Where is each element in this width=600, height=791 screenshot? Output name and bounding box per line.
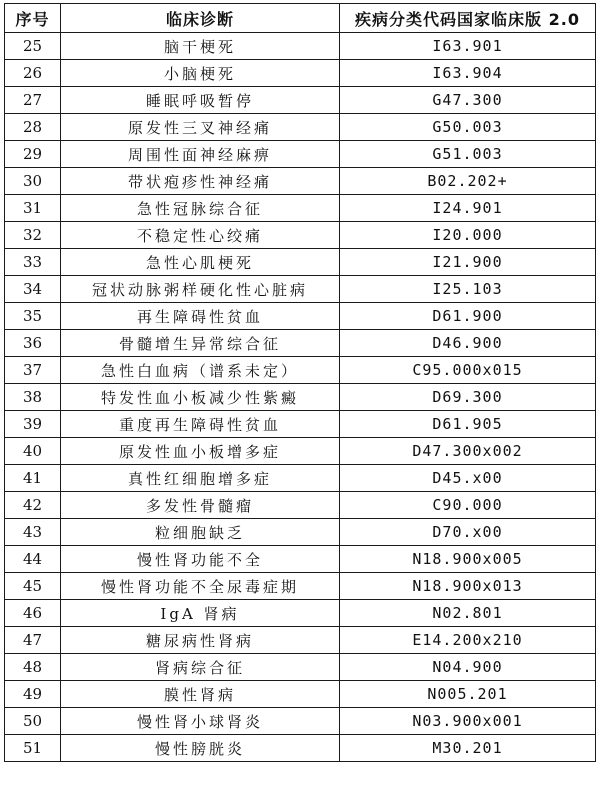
row-diagnosis: 膜性肾病 <box>61 681 340 708</box>
table-row <box>5 168 596 195</box>
row-index: 46 <box>5 600 61 627</box>
row-diagnosis: 重度再生障碍性贫血 <box>61 411 340 438</box>
table-row <box>5 600 596 627</box>
row-code: I21.900 <box>340 249 596 276</box>
table-row <box>5 411 596 438</box>
table-row <box>5 627 596 654</box>
row-diagnosis: 冠状动脉粥样硬化性心脏病 <box>61 276 340 303</box>
row-index: 47 <box>5 627 61 654</box>
table-row <box>5 654 596 681</box>
row-diagnosis: 多发性骨髓瘤 <box>61 492 340 519</box>
table-row <box>5 276 596 303</box>
row-code: D61.900 <box>340 303 596 330</box>
table-row <box>5 546 596 573</box>
row-index: 40 <box>5 438 61 465</box>
row-diagnosis: 不稳定性心绞痛 <box>61 222 340 249</box>
row-code: C90.000 <box>340 492 596 519</box>
row-index: 50 <box>5 708 61 735</box>
row-code: B02.202+ <box>340 168 596 195</box>
row-index: 38 <box>5 384 61 411</box>
table-header <box>5 4 596 33</box>
row-diagnosis: 再生障碍性贫血 <box>61 303 340 330</box>
row-diagnosis: 原发性血小板增多症 <box>61 438 340 465</box>
row-index: 26 <box>5 60 61 87</box>
table-row <box>5 222 596 249</box>
row-index: 34 <box>5 276 61 303</box>
row-index: 31 <box>5 195 61 222</box>
table-row <box>5 195 596 222</box>
table-row <box>5 465 596 492</box>
row-index: 43 <box>5 519 61 546</box>
row-index: 36 <box>5 330 61 357</box>
row-diagnosis: 原发性三叉神经痛 <box>61 114 340 141</box>
row-index: 41 <box>5 465 61 492</box>
row-index: 39 <box>5 411 61 438</box>
row-index: 35 <box>5 303 61 330</box>
table-row <box>5 141 596 168</box>
row-diagnosis: 周围性面神经麻痹 <box>61 141 340 168</box>
row-diagnosis: 糖尿病性肾病 <box>61 627 340 654</box>
row-code: D70.x00 <box>340 519 596 546</box>
row-diagnosis: 急性心肌梗死 <box>61 249 340 276</box>
row-diagnosis: IgA 肾病 <box>61 600 340 627</box>
table-row <box>5 573 596 600</box>
table-row <box>5 303 596 330</box>
row-index: 45 <box>5 573 61 600</box>
row-code: N03.900x001 <box>340 708 596 735</box>
row-diagnosis: 睡眠呼吸暂停 <box>61 87 340 114</box>
row-code: D61.905 <box>340 411 596 438</box>
table-row <box>5 384 596 411</box>
row-index: 44 <box>5 546 61 573</box>
row-code: N04.900 <box>340 654 596 681</box>
row-diagnosis: 粒细胞缺乏 <box>61 519 340 546</box>
row-index: 28 <box>5 114 61 141</box>
table-row <box>5 87 596 114</box>
table-row <box>5 249 596 276</box>
row-index: 42 <box>5 492 61 519</box>
row-code: N005.201 <box>340 681 596 708</box>
header-code: 疾病分类代码国家临床版 2.0 <box>340 4 596 33</box>
row-code: I63.901 <box>340 33 596 60</box>
row-index: 25 <box>5 33 61 60</box>
row-diagnosis: 慢性肾功能不全尿毒症期 <box>61 573 340 600</box>
row-index: 29 <box>5 141 61 168</box>
row-diagnosis: 慢性膀胱炎 <box>61 735 340 762</box>
header-index: 序号 <box>5 4 61 33</box>
row-code: I63.904 <box>340 60 596 87</box>
row-diagnosis: 急性白血病（谱系未定） <box>61 357 340 384</box>
row-index: 30 <box>5 168 61 195</box>
table-row <box>5 357 596 384</box>
row-index: 33 <box>5 249 61 276</box>
table-row <box>5 735 596 762</box>
row-code: I20.000 <box>340 222 596 249</box>
row-diagnosis: 带状疱疹性神经痛 <box>61 168 340 195</box>
row-diagnosis: 脑干梗死 <box>61 33 340 60</box>
row-code: N02.801 <box>340 600 596 627</box>
row-code: C95.000x015 <box>340 357 596 384</box>
table-row <box>5 60 596 87</box>
table-row <box>5 114 596 141</box>
table-row <box>5 492 596 519</box>
header-diagnosis: 临床诊断 <box>61 4 340 33</box>
table-row <box>5 438 596 465</box>
diagnosis-code-table <box>4 3 596 762</box>
row-code: M30.201 <box>340 735 596 762</box>
row-index: 48 <box>5 654 61 681</box>
row-diagnosis: 特发性血小板减少性紫癜 <box>61 384 340 411</box>
row-diagnosis: 真性红细胞增多症 <box>61 465 340 492</box>
row-diagnosis: 慢性肾小球肾炎 <box>61 708 340 735</box>
table-row <box>5 681 596 708</box>
row-index: 49 <box>5 681 61 708</box>
row-code: G50.003 <box>340 114 596 141</box>
table-row <box>5 708 596 735</box>
table-body <box>5 33 596 762</box>
row-index: 37 <box>5 357 61 384</box>
row-code: G51.003 <box>340 141 596 168</box>
row-diagnosis: 小脑梗死 <box>61 60 340 87</box>
row-code: G47.300 <box>340 87 596 114</box>
row-diagnosis: 慢性肾功能不全 <box>61 546 340 573</box>
row-code: D46.900 <box>340 330 596 357</box>
row-diagnosis: 骨髓增生异常综合征 <box>61 330 340 357</box>
row-code: I25.103 <box>340 276 596 303</box>
row-code: N18.900x013 <box>340 573 596 600</box>
table-row <box>5 330 596 357</box>
row-index: 27 <box>5 87 61 114</box>
row-code: D47.300x002 <box>340 438 596 465</box>
row-code: N18.900x005 <box>340 546 596 573</box>
table-row <box>5 519 596 546</box>
row-code: I24.901 <box>340 195 596 222</box>
header-row <box>5 4 596 33</box>
table-row <box>5 33 596 60</box>
row-code: D69.300 <box>340 384 596 411</box>
row-code: D45.x00 <box>340 465 596 492</box>
row-diagnosis: 肾病综合征 <box>61 654 340 681</box>
row-code: E14.200x210 <box>340 627 596 654</box>
row-diagnosis: 急性冠脉综合征 <box>61 195 340 222</box>
row-index: 32 <box>5 222 61 249</box>
row-index: 51 <box>5 735 61 762</box>
